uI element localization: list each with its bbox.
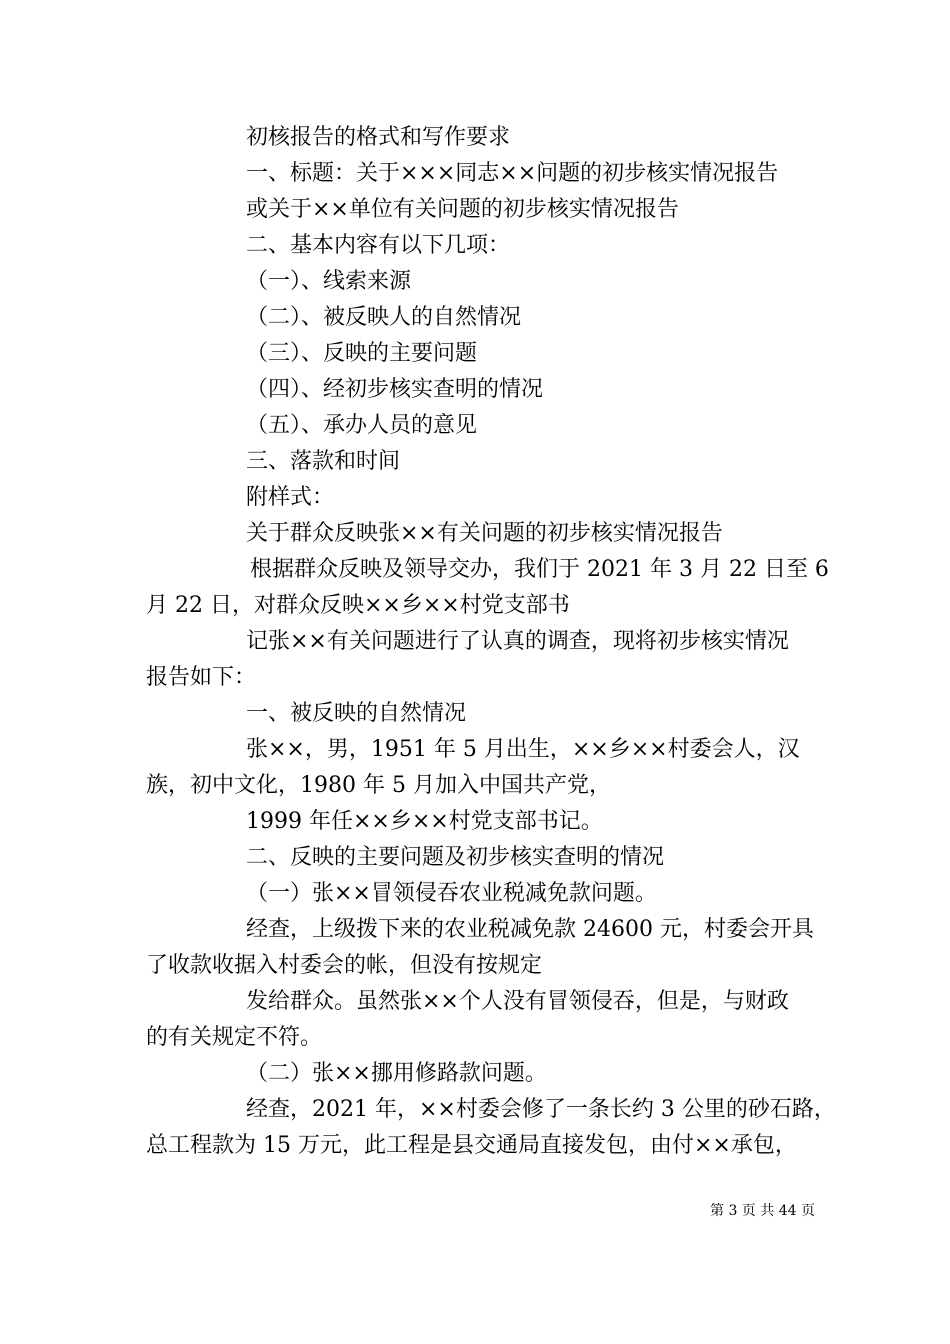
paragraph-line: 经查，上级拨下来的农业税减免款 24600 元，村委会开具 — [246, 917, 814, 942]
sample-title: 关于群众反映张××有关问题的初步核实情况报告 — [246, 521, 723, 546]
paragraph-line: 经查，2021 年，××村委会修了一条长约 3 公里的砂石路， — [246, 1097, 836, 1122]
page-number-footer: 第 3 页 共 44 页 — [710, 1203, 815, 1219]
list-item: （二）、被反映人的自然情况 — [246, 305, 522, 330]
paragraph-line: 记张××有关问题进行了认真的调查，现将初步核实情况 — [246, 629, 789, 654]
paragraph-line: 月 22 日，对群众反映××乡××村党支部书 — [146, 593, 570, 618]
section-heading: 二、基本内容有以下几项： — [246, 233, 511, 258]
list-item: （一）、线索来源 — [246, 269, 412, 294]
list-item: （三）、反映的主要问题 — [246, 341, 478, 366]
paragraph-line: 发给群众。虽然张××个人没有冒领侵吞，但是，与财政 — [246, 989, 789, 1014]
paragraph-line: 报告如下： — [146, 665, 257, 690]
subsection-heading: （一）张××冒领侵吞农业税减免款问题。 — [246, 881, 657, 906]
text-line: 或关于××单位有关问题的初步核实情况报告 — [246, 197, 679, 222]
paragraph-line: 根据群众反映及领导交办，我们于 2021 年 3 月 22 日至 6 — [250, 557, 829, 582]
section-heading: 一、标题：关于×××同志××问题的初步核实情况报告 — [246, 161, 779, 186]
doc-title: 初核报告的格式和写作要求 — [246, 125, 511, 150]
paragraph-line: 张××，男，1951 年 5 月出生，××乡××村委会人，汉 — [246, 737, 800, 762]
section-heading: 三、落款和时间 — [246, 449, 401, 474]
paragraph-line: 族，初中文化，1980 年 5 月加入中国共产党， — [146, 773, 611, 798]
paragraph-line: 1999 年任××乡××村党支部书记。 — [246, 809, 603, 834]
subsection-heading: （二）张××挪用修路款问题。 — [246, 1061, 547, 1086]
section-heading: 一、被反映的自然情况 — [246, 701, 467, 726]
list-item: （四）、经初步核实查明的情况 — [246, 377, 544, 402]
list-item: （五）、承办人员的意见 — [246, 413, 478, 438]
section-heading: 二、反映的主要问题及初步核实查明的情况 — [246, 845, 665, 870]
text-line: 附样式： — [246, 485, 335, 510]
paragraph-line: 了收款收据入村委会的帐，但没有按规定 — [146, 953, 543, 978]
paragraph-line: 总工程款为 15 万元，此工程是县交通局直接发包，由付××承包， — [146, 1133, 797, 1158]
paragraph-line: 的有关规定不符。 — [146, 1025, 323, 1050]
